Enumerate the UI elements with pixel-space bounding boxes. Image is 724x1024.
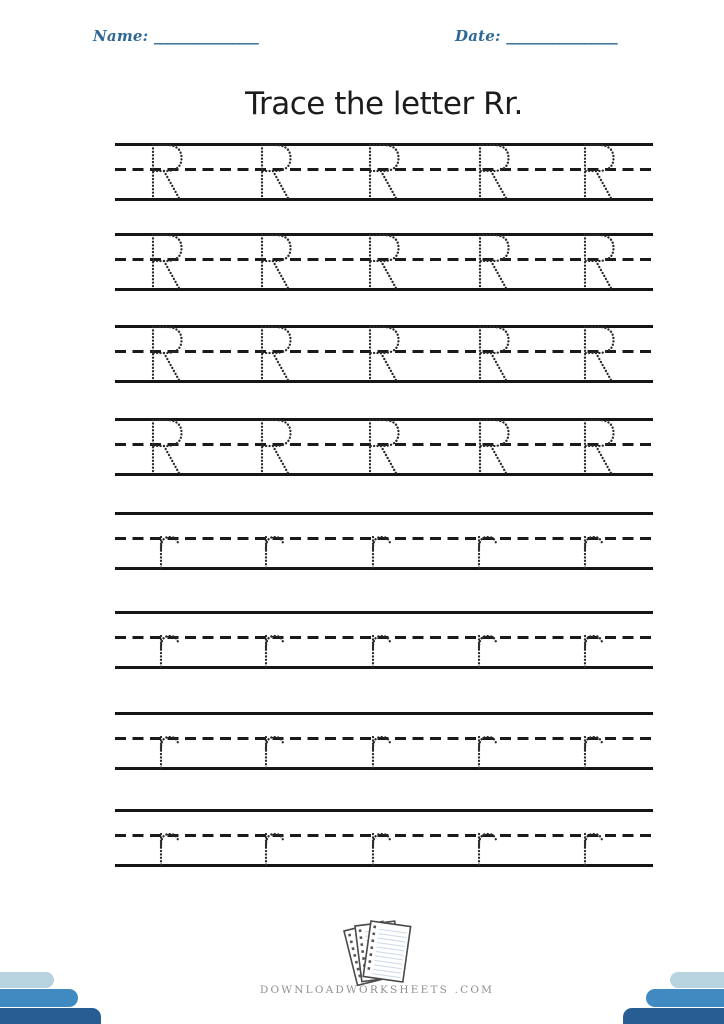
guide-line-top [115,512,653,515]
date-field [455,27,617,45]
dotted-letter-R [574,143,624,201]
guide-line-top [115,712,653,715]
dotted-letter-r [366,535,396,569]
dotted-letter-r [259,832,289,866]
corner-bar-left-dark [0,1008,101,1024]
dotted-letter-R [469,233,519,291]
trace-row-lowercase-3 [115,712,653,770]
dotted-letter-R [251,143,301,201]
dotted-letter-r [154,634,184,668]
dotted-letter-r [154,535,184,569]
dotted-letter-r [578,832,608,866]
dotted-letter-R [574,418,624,476]
dotted-letter-R [469,418,519,476]
dotted-letter-r [472,832,502,866]
dotted-letter-R [251,325,301,383]
dotted-letter-R [469,325,519,383]
corner-bar-left-medium [0,989,78,1007]
date-blank-line: _________________ [506,27,617,45]
corner-bar-right-light [670,972,724,988]
date-label: Date: [455,27,501,45]
dotted-letter-r [366,634,396,668]
dotted-letter-r [259,535,289,569]
dotted-letter-r [472,535,502,569]
dotted-letter-R [359,325,409,383]
dotted-letter-r [472,735,502,769]
dotted-letter-r [259,735,289,769]
dotted-letter-R [469,143,519,201]
trace-row-uppercase-2 [115,233,653,291]
dotted-letter-r [578,535,608,569]
dotted-letter-R [359,233,409,291]
dotted-letter-R [142,233,192,291]
dotted-letter-R [142,418,192,476]
dotted-letter-r [259,634,289,668]
trace-row-uppercase-1 [115,143,653,201]
stacked-worksheets-icon [318,918,430,986]
dotted-letter-R [142,143,192,201]
corner-bar-right-dark [623,1008,724,1024]
dotted-letter-r [366,832,396,866]
page-title: Trace the letter Rr. [245,86,523,122]
guide-line-top [115,611,653,614]
guide-line-top [115,809,653,812]
name-blank-line: ________________ [153,27,258,45]
footer-brand: DOWNLOADWORKSHEETS .COM [259,984,495,996]
dotted-letter-r [154,735,184,769]
dotted-letter-R [251,418,301,476]
trace-row-uppercase-4 [115,418,653,476]
dotted-letter-R [251,233,301,291]
dotted-letter-R [359,143,409,201]
dotted-letter-R [574,325,624,383]
dotted-letter-r [366,735,396,769]
trace-row-lowercase-1 [115,512,653,570]
name-label: Name: [93,27,149,45]
dotted-letter-R [142,325,192,383]
name-field [93,27,258,45]
dotted-letter-R [574,233,624,291]
dotted-letter-r [472,634,502,668]
corner-bar-right-medium [646,989,724,1007]
trace-row-lowercase-4 [115,809,653,867]
corner-bar-left-light [0,972,54,988]
dotted-letter-R [359,418,409,476]
dotted-letter-r [578,634,608,668]
dotted-letter-r [154,832,184,866]
dotted-letter-r [578,735,608,769]
trace-row-lowercase-2 [115,611,653,669]
trace-row-uppercase-3 [115,325,653,383]
